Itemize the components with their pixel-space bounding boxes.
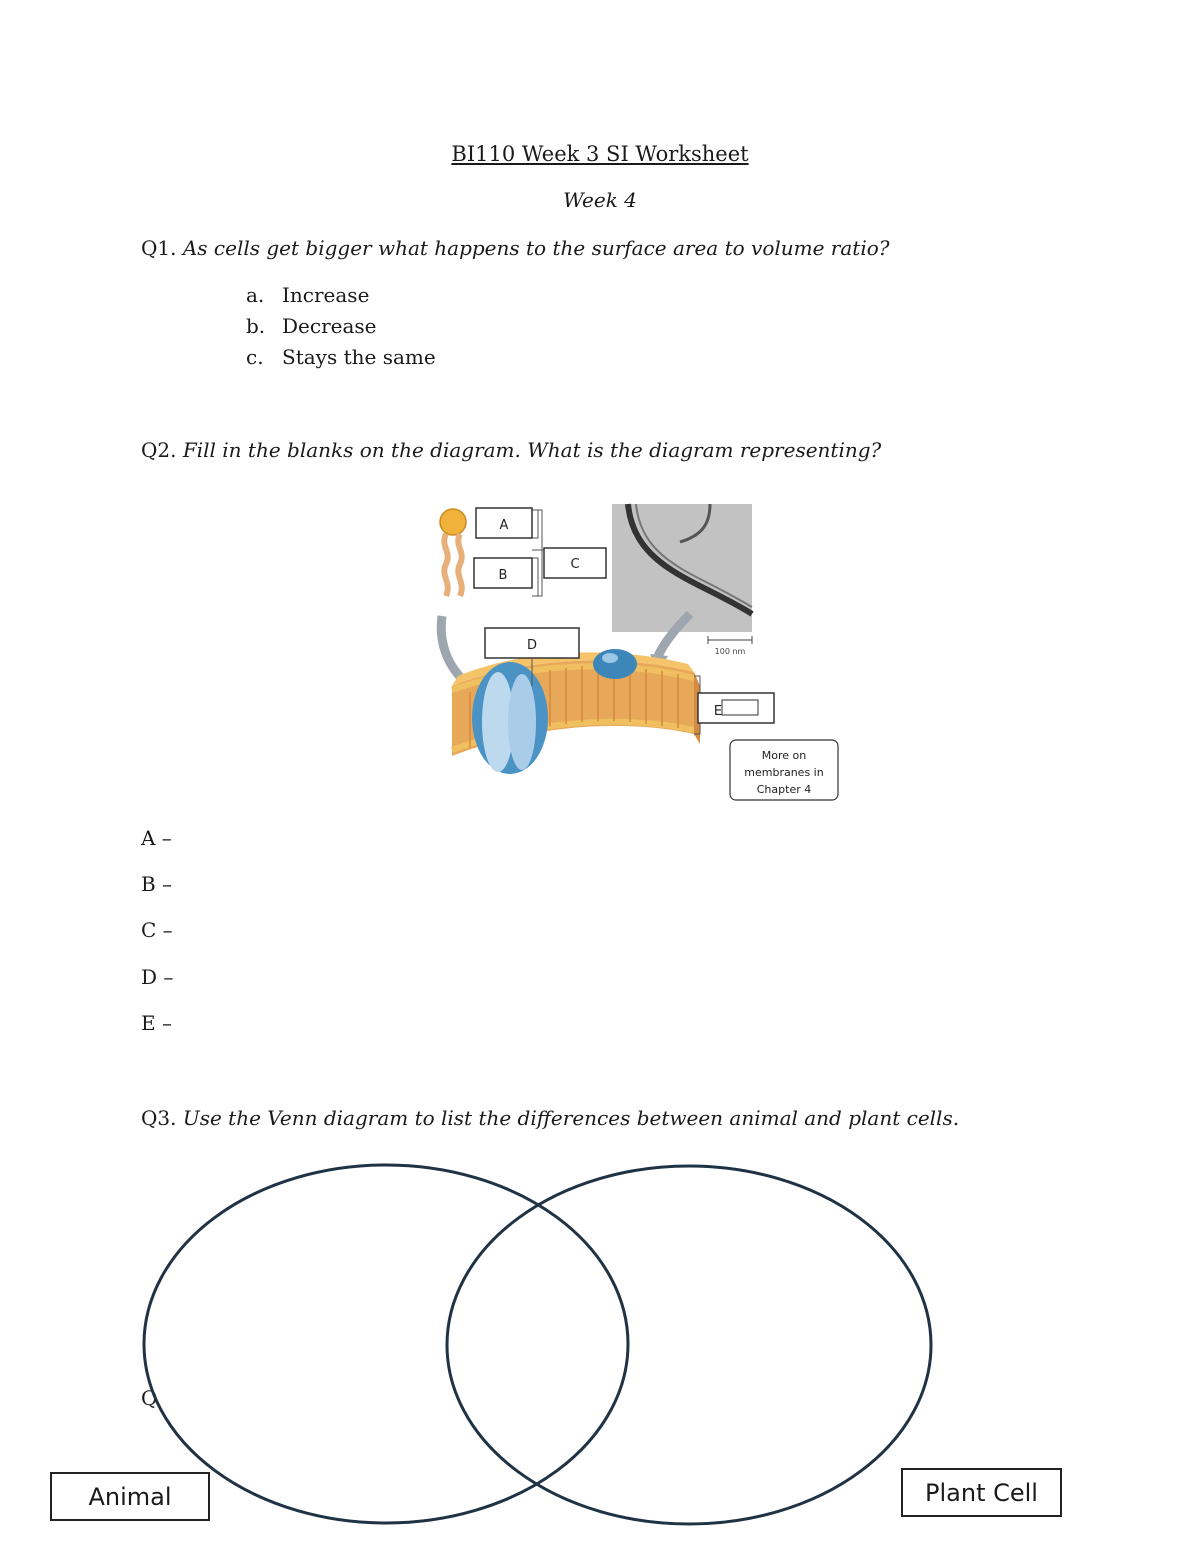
question-1-number: Q1. bbox=[141, 236, 177, 260]
diagram-label-d: D bbox=[526, 638, 538, 653]
question-2 bbox=[141, 438, 881, 462]
peripheral-protein-icon bbox=[593, 649, 637, 679]
venn-left-circle[interactable] bbox=[144, 1165, 628, 1523]
option-letter: b. bbox=[246, 314, 266, 338]
hidden-question-fragment: Q bbox=[141, 1386, 158, 1410]
option-letter: c. bbox=[246, 345, 264, 369]
q1-option-a bbox=[246, 283, 369, 307]
worksheet-title: BI110 Week 3 SI Worksheet bbox=[451, 142, 749, 166]
option-text: Decrease bbox=[282, 314, 377, 338]
question-1-text: As cells get bigger what happens to the surface area to volume ratio? bbox=[182, 236, 890, 260]
question-3-text: Use the Venn diagram to list the differences between animal and plant cells. bbox=[182, 1106, 960, 1130]
blank-d[interactable]: D – bbox=[141, 965, 174, 989]
option-text: Stays the same bbox=[282, 345, 436, 369]
q1-option-c bbox=[246, 345, 436, 369]
diagram-label-e: E bbox=[713, 704, 723, 719]
blank-b[interactable]: B – bbox=[141, 872, 173, 896]
venn-right-circle[interactable] bbox=[447, 1166, 931, 1524]
scale-bar-label: 100 nm bbox=[714, 647, 746, 656]
channel-protein-icon bbox=[472, 662, 548, 774]
note-line-1: More on bbox=[761, 749, 807, 762]
plant-cell-label-box: Plant Cell bbox=[901, 1468, 1062, 1517]
question-3-number: Q3. bbox=[141, 1106, 177, 1130]
membrane-diagram bbox=[360, 486, 845, 806]
question-2-number: Q2. bbox=[141, 438, 177, 462]
q1-option-b bbox=[246, 314, 377, 338]
micrograph-image bbox=[612, 504, 752, 632]
option-letter: a. bbox=[246, 283, 265, 307]
animal-label-box: Animal bbox=[50, 1472, 210, 1521]
diagram-label-c: C bbox=[570, 557, 580, 572]
question-2-text: Fill in the blanks on the diagram. What is the diagram representing? bbox=[182, 438, 882, 462]
note-line-2: membranes in bbox=[744, 766, 824, 779]
week-subtitle: Week 4 bbox=[563, 188, 637, 212]
diagram-label-b: B bbox=[498, 568, 508, 583]
phospholipid-icon bbox=[440, 509, 466, 596]
option-text: Increase bbox=[282, 283, 370, 307]
blank-e[interactable]: E – bbox=[141, 1011, 172, 1035]
diagram-label-a: A bbox=[499, 518, 509, 533]
question-3 bbox=[141, 1106, 959, 1130]
question-1 bbox=[141, 236, 889, 260]
blank-c[interactable]: C – bbox=[141, 918, 173, 942]
blank-a[interactable]: A – bbox=[141, 826, 172, 850]
note-line-3: Chapter 4 bbox=[756, 783, 812, 796]
